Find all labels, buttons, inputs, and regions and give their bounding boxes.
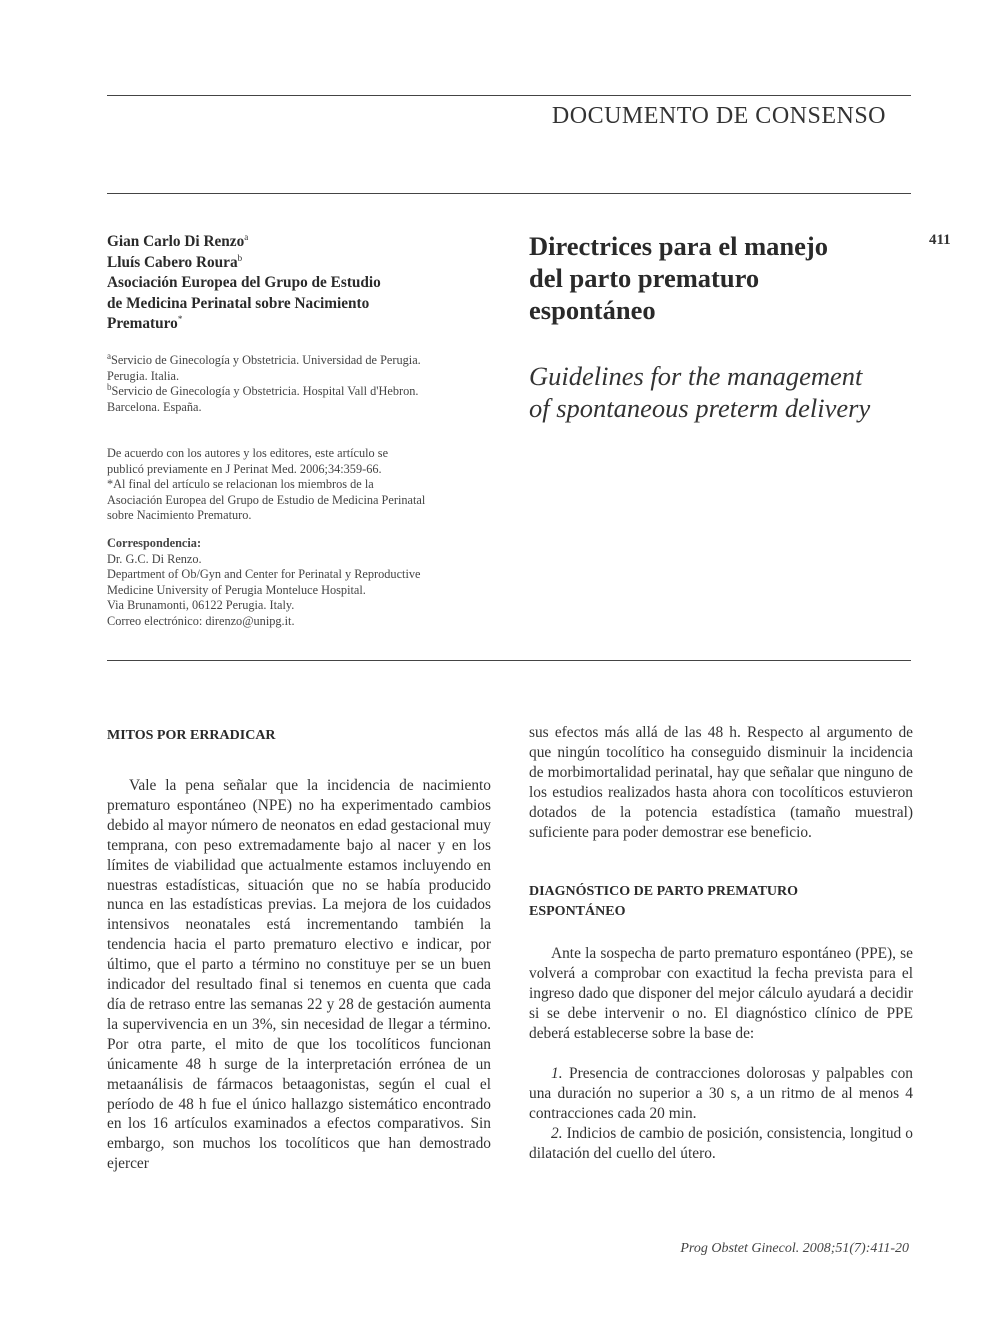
note-line: De acuerdo con los autores y los editores, este artículo se xyxy=(107,446,389,460)
author-line: Asociación Europea del Grupo de Estudio xyxy=(107,274,381,291)
page-number: 411 xyxy=(929,232,951,248)
author-block xyxy=(107,232,492,335)
body-top-rule xyxy=(107,660,911,661)
affiliation-line: Perugia. Italia. xyxy=(107,368,180,383)
correspondence-line: Medicine University of Perugia Monteluce Hospital. xyxy=(107,582,366,597)
correspondence-heading: Correspondencia: xyxy=(107,536,202,550)
title-line: espontáneo xyxy=(529,295,656,325)
body-column-left xyxy=(107,726,491,1174)
journal-citation: Prog Obstet Ginecol. 2008;51(7):411-20 xyxy=(680,1241,909,1256)
note-line: publicó previamente en J Perinat Med. 2006;34:359-66. xyxy=(107,461,382,476)
section-label: DOCUMENTO DE CONSENSO xyxy=(551,103,886,129)
body-paragraph: Vale la pena señalar que la incidencia de nacimiento prematuro espontáneo (NPE) no ha experimentado cambios debido al mayor número de neonatos en edad gestacional muy temprana, con peso extremadamente bajo al nacer y en los límites de viabilidad que actualmente estamos incluyendo en nuestras estadísticas, situación que no se había producido nunca en las estadísticas previas. La mejora de los cuidados intensivos neonatales está incrementando también la tendencia hacia el parto prematuro electivo e indicar, por último, que el parto a término no constituye per se un buen indicador del resultado final si tenemos en cuenta que cada día de retraso entre las semanas 22 y 28 de gestación aumenta la supervivencia en un 3%, sin necesidad de llegar a término. Por otra parte, el mito de que los tocolíticos funcionan únicamente 48 h surge de la interpretación errónea de un metaanálisis de fármacos betaagonistas, según el cual el período de 48 h fue el único hallazgo sistemático encontrado en los 16 artículos examinados a efectos comparativos. Sin embargo, son muchos los tocolíticos que han demostrado ejercer xyxy=(107,777,491,1173)
correspondence xyxy=(107,536,492,629)
affiliations xyxy=(107,350,492,415)
section-heading: DIAGNÓSTICO DE PARTO PREMATURO ESPONTÁNEO xyxy=(529,884,799,920)
title-line: Directrices para el manejo xyxy=(529,231,828,261)
english-title-line: Guidelines for the management xyxy=(529,361,863,391)
previous-publication-note xyxy=(107,446,492,524)
note-line: *Al final del artículo se relacionan los miembros de la xyxy=(107,477,374,491)
article-title xyxy=(529,230,909,326)
top-rule xyxy=(107,95,911,96)
author-line: Gian Carlo Di Renzo$^a$ xyxy=(107,231,249,250)
affiliation-line: Barcelona. España. xyxy=(107,399,202,414)
english-title-line: of spontaneous preterm delivery xyxy=(529,393,871,423)
header-bottom-rule xyxy=(107,193,911,194)
author-line: de Medicina Perinatal sobre Nacimiento xyxy=(107,294,370,312)
affiliation-line: $^a$Servicio de Ginecología y Obstetricia. Universidad de Perugia. xyxy=(107,350,421,367)
correspondence-email: Correo electrónico: direnzo@unipg.it. xyxy=(107,613,295,628)
list-item: 1. Presencia de contracciones dolorosas y palpables con una duración no superior a 30 s, a un ritmo de al menos 4 contracciones cada 20 min. xyxy=(529,1064,913,1122)
note-line: sobre Nacimiento Prematuro. xyxy=(107,508,252,522)
title-line: del parto prematuro xyxy=(529,263,760,293)
correspondence-line: Department of Ob/Gyn and Center for Perinatal y Reproductive xyxy=(107,567,421,581)
section-heading: MITOS POR ERRADICAR xyxy=(107,728,276,743)
note-line: Asociación Europea del Grupo de Estudio de Medicina Perinatal xyxy=(107,492,426,507)
body-paragraph: Ante la sospecha de parto prematuro espontáneo (PPE), se volverá a comprobar con exactitud la fecha prevista para el ingreso dado que disponer del mejor cálculo ayudará a decidir si se debe intervenir o no. El diagnóstico clínico de PPE deberá establecerse sobre la base de: xyxy=(529,945,913,1043)
affiliation-line: $^b$Servicio de Ginecología y Obstetricia. Hospital Vall d'Hebron. xyxy=(107,381,419,398)
author-line: Prematuro* xyxy=(107,313,183,332)
body-column-right xyxy=(529,723,913,1164)
correspondence-line: Via Brunamonti, 06122 Perugia. Italy. xyxy=(107,598,295,612)
author-line: Lluís Cabero Roura$^b$ xyxy=(107,252,243,271)
body-paragraph: sus efectos más allá de las 48 h. Respecto al argumento de que ningún tocolítico ha conseguido disminuir la incidencia de morbimortalidad perinatal, hay que señalar que ninguno de los estudios realizados hasta ahora con tocolíticos estuvieron dotados de la potencia estadística (tamaño muestral) suficiente para poder demostrar ese beneficio. xyxy=(529,724,913,841)
correspondence-line: Dr. G.C. Di Renzo. xyxy=(107,551,202,566)
english-title xyxy=(529,360,919,424)
list-item: 2. Indicios de cambio de posición, consistencia, longitud o dilatación del cuello del útero. xyxy=(529,1124,913,1162)
